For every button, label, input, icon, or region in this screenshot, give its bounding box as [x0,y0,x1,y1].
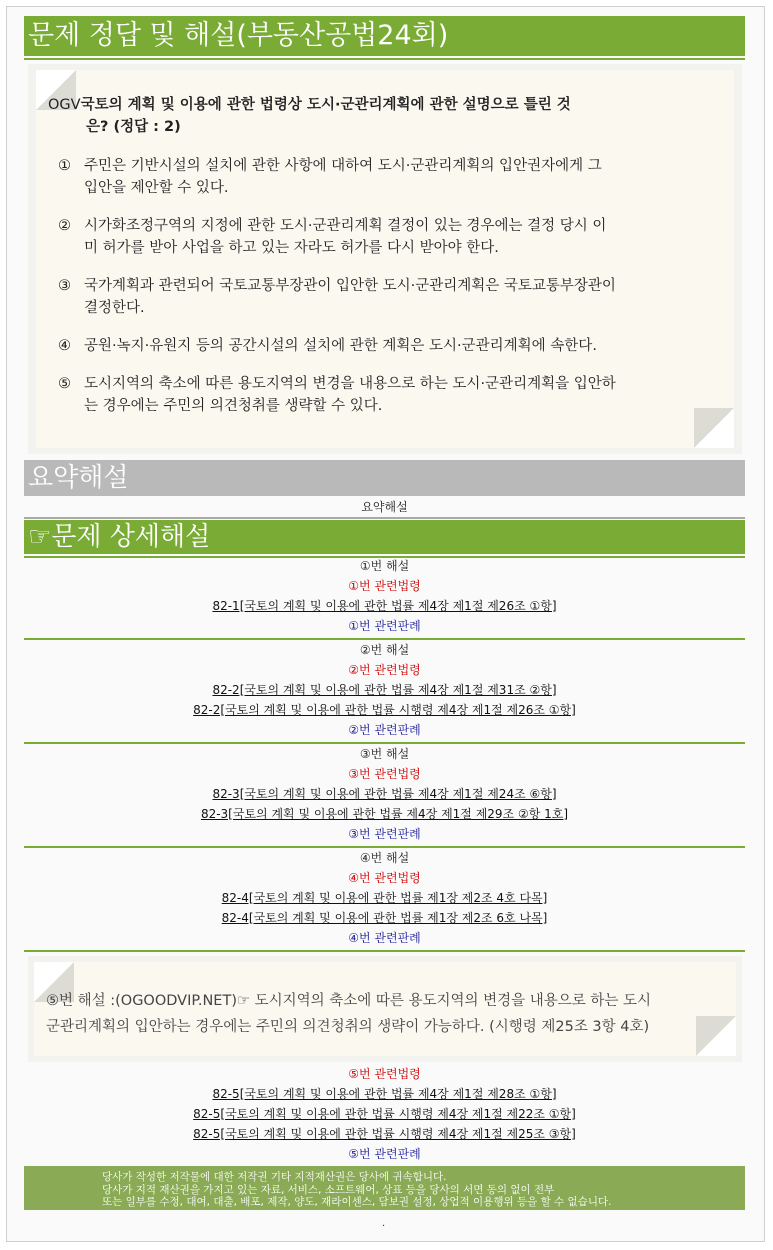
option-line: 국가계획과 관련되어 국토교통부장관이 입안한 도시·군관리계획은 국토교통부장관이 [84,278,616,294]
option-5 [58,373,708,417]
section-divider [24,742,745,744]
section-divider [24,846,745,848]
section-2-law-link-1[interactable]: 82-2[국토의 계획 및 이용에 관한 법률 제4장 제1절 제31조 ②항] [212,683,557,697]
section-5-law-link-3[interactable]: 82-5[국토의 계획 및 이용에 관한 법률 시행령 제4장 제1절 제25조 ③항] [193,1127,576,1141]
section-5-law-link-2[interactable]: 82-5[국토의 계획 및 이용에 관한 법률 시행령 제4장 제1절 제22조 ①항] [193,1107,576,1121]
section-4-law-link-2[interactable]: 82-4[국토의 계획 및 이용에 관한 법률 제1장 제2조 6호 나목] [221,911,548,925]
section-5-explanation-line-1: ⑤번 해설 :(OGOODVIP.NET)☞ 도시지역의 축소에 따른 용도지역의 변경을 내용으로 하는 도시 [46,993,652,1009]
option-number: ④ [58,338,71,354]
option-line: 시가화조정구역의 지정에 관한 도시·군관리계획 결정이 있는 경우에는 결정 당시 이 [84,218,607,234]
question-prefix: OGV [48,97,81,113]
option-3 [58,275,708,319]
option-line: 도시지역의 축소에 따른 용도지역의 변경을 내용으로 하는 도시·군관리계획을 입안하 [84,376,616,392]
option-number: ⑤ [58,376,71,392]
option-line: 결정한다. [84,300,145,316]
bottom-mark: . [382,1218,386,1229]
detail-heading: ☞문제 상세해설 [24,520,745,554]
section-5-case-label: ⑤번 관련판례 [348,1147,421,1161]
option-number: ① [58,158,71,174]
summary-divider [24,517,745,519]
section-3-title: ③번 해설 [359,747,410,761]
section-4-law-label: ④번 관련법령 [348,871,421,885]
section-4-law-link-1[interactable]: 82-4[국토의 계획 및 이용에 관한 법률 제1장 제2조 4호 다목] [221,891,548,905]
option-line: 미 허가를 받아 사업을 하고 있는 자라도 허가를 다시 받아야 한다. [84,240,499,256]
section-2-law-link-2[interactable]: 82-2[국토의 계획 및 이용에 관한 법률 시행령 제4장 제1절 제26조 ①항] [193,703,576,717]
section-5-law-label: ⑤번 관련법령 [348,1067,421,1081]
summary-heading: 요약해설 [24,460,745,496]
footer-line-1: 당사가 작성한 저작물에 대한 저작권 기타 지적재산권은 당사에 귀속합니다. [102,1171,447,1183]
option-line: 입안을 제안할 수 있다. [84,180,229,196]
option-line: 는 경우에는 주민의 의견청취를 생략할 수 있다. [84,398,383,414]
footer-line-3: 또는 일부를 수정, 대여, 대출, 배포, 제작, 양도, 재라이센스, 담보권 설정, 상업적 이용행위 등을 할 수 없습니다. [102,1196,612,1208]
section-2-law-label: ②번 관련법령 [348,663,421,677]
section-divider [24,638,745,640]
section-1-law-link[interactable]: 82-1[국토의 계획 및 이용에 관한 법률 제4장 제1절 제26조 ①항] [212,599,557,613]
section-3-law-link-1[interactable]: 82-3[국토의 계획 및 이용에 관한 법률 제4장 제1절 제24조 ⑥항] [212,787,557,801]
section-3-law-link-2[interactable]: 82-3[국토의 계획 및 이용에 관한 법률 제4장 제1절 제29조 ②항 1호] [200,807,569,821]
option-line: 주민은 기반시설의 설치에 관한 사항에 대하여 도시·군관리계획의 입안권자에게 그 [84,158,602,174]
question-text [48,94,698,138]
section-5-explanation-line-2: 군관리계획의 입안하는 경우에는 주민의 의견청취의 생략이 가능하다. (시행령 제25조 3항 4호) [46,1019,650,1035]
copyright-footer [24,1166,745,1210]
question-line-1: 국토의 계획 및 이용에 관한 법령상 도시·군관리계획에 관한 설명으로 틀린 것 [80,97,571,113]
section-1-law-label: ①번 관련법령 [348,579,421,593]
section-5-law-link-1[interactable]: 82-5[국토의 계획 및 이용에 관한 법률 제4장 제1절 제28조 ①항] [212,1087,557,1101]
option-number: ③ [58,278,71,294]
option-2 [58,215,708,259]
section-2-title: ②번 해설 [359,643,410,657]
question-line-2: 은? (정답 : 2) [86,119,181,135]
option-number: ② [58,218,71,234]
section-3-law-label: ③번 관련법령 [348,767,421,781]
section-2-case-label: ②번 관련판례 [348,723,421,737]
section-1-case-label: ①번 관련판례 [348,619,421,633]
section-5-explanation [46,988,736,1040]
title-underline [24,58,745,60]
option-4 [58,335,708,357]
section-3-case-label: ③번 관련판례 [348,827,421,841]
summary-text: 요약해설 [361,500,408,514]
section-divider [24,950,745,952]
section-4-title: ④번 해설 [359,851,410,865]
section-1-title: ①번 해설 [359,559,410,573]
footer-line-2: 당사가 지적 재산권을 가지고 있는 자료, 서비스, 소프트웨어, 상표 등을 당사의 서면 동의 없이 전부 [102,1183,555,1196]
section-4-case-label: ④번 관련판례 [348,931,421,945]
page-title: 문제 정답 및 해설(부동산공법24회) [24,16,745,56]
option-1 [58,155,708,199]
option-line: 공원·녹지·유원지 등의 공간시설의 설치에 관한 계획은 도시·군관리계획에 속한다. [84,338,597,354]
